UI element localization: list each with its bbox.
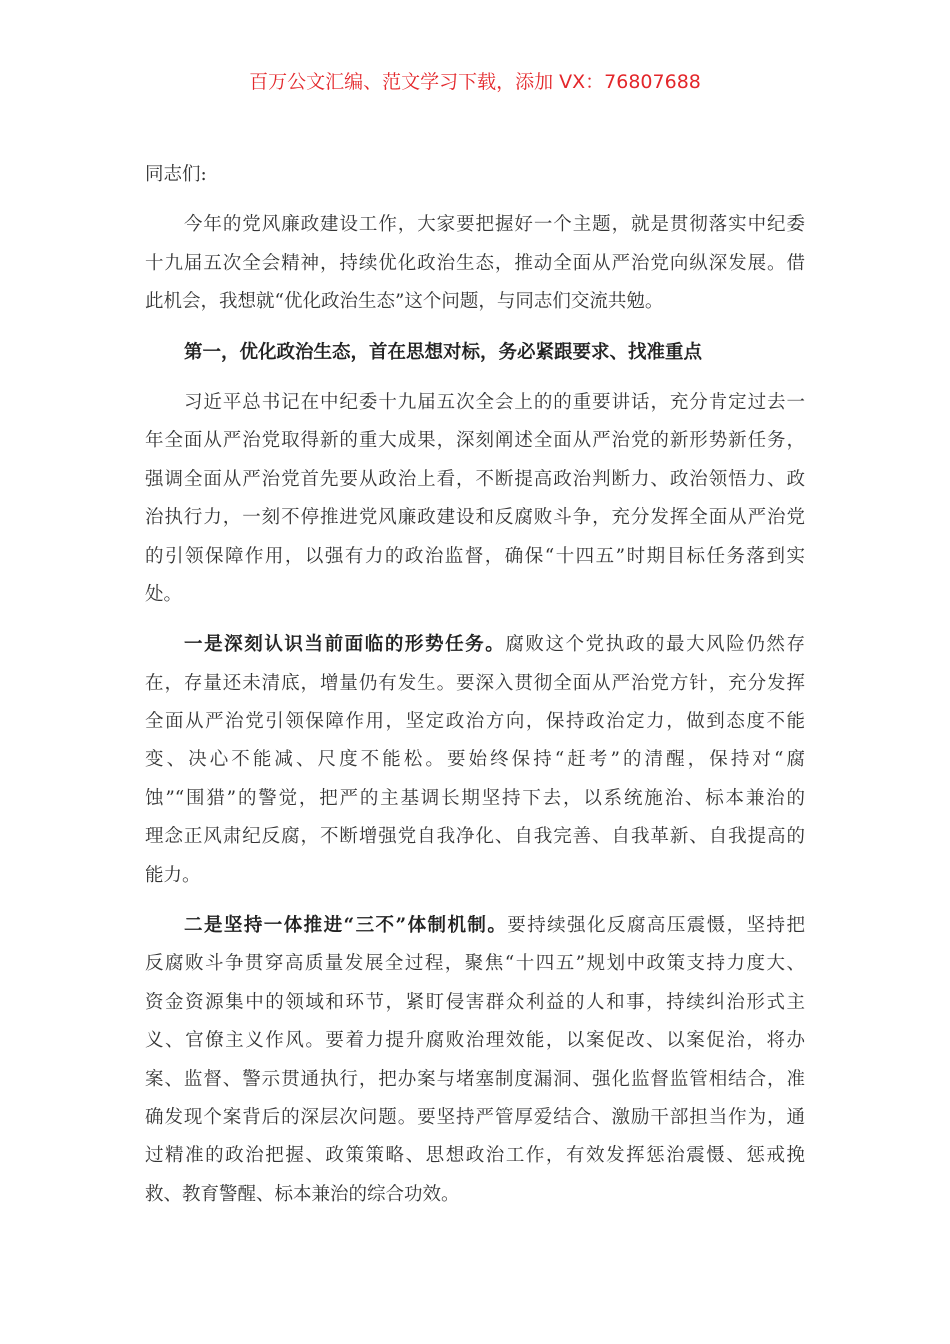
bold-lead: 一是深刻认识当前面临的形势任务。 [184,634,506,656]
document-body [145,156,805,1226]
text-line [145,1099,805,1137]
line-text: 义、官僚主义作风。要着力提升腐败治理效能，以案促改、以案促治，将办 [145,1030,805,1052]
text-line [145,984,805,1022]
line-text: 确发现个案背后的深层次问题。要坚持严管厚爱结合、激励干部担当作为，通 [145,1106,805,1128]
line-text: 蚀”“围猎”的警觉，把严的主基调长期坚持下去，以系统施治、标本兼治的 [145,787,805,809]
text-line [145,538,805,576]
line-text: 能力。 [145,864,201,886]
line-text: 在，存量还未清底，增量仍有发生。要深入贯彻全面从严治党方针，充分发挥 [145,672,805,694]
text-line [145,1176,805,1214]
line-text: 救、教育警醒、标本兼治的综合功效。 [145,1183,460,1205]
text-line [145,384,805,422]
line-text: 同志们: [145,164,207,185]
text-line [145,703,805,741]
text-line [145,1022,805,1060]
line-text: 过精准的政治把握、政策策略、思想政治工作，有效发挥惩治震慑、惩戒挽 [145,1145,805,1167]
line-text: 治执行力，一刻不停推进党风廉政建设和反腐败斗争，充分发挥全面从严治党 [145,507,805,529]
section-heading [145,334,805,372]
line-text: 案、监督、警示贯通执行，把办案与堵塞制度漏洞、强化监督监管相结合，准 [145,1068,805,1090]
bold-lead: 第一，优化政治生态，首在思想对标，务必紧跟要求、找准重点 [184,341,703,363]
text-line [145,334,805,372]
line-text: 习近平总书记在中纪委十九届五次全会上的的重要讲话，充分肯定过去一 [184,391,805,413]
text-line [145,907,805,945]
line-text: 年全面从严治党取得新的重大成果，深刻阐述全面从严治党的新形势新任务， [145,430,805,452]
text-line [145,741,805,779]
text-line [145,245,805,283]
text-line [145,499,805,537]
text-line [145,857,805,895]
text-line [145,422,805,460]
bold-lead: 二是坚持一体推进“三不”体制机制。 [184,915,508,937]
paragraph [145,206,805,321]
text-line [145,283,805,321]
line-text: 要持续强化反腐高压震慑，坚持把 [507,915,805,937]
text-line [145,576,805,614]
line-text: 腐败这个党执政的最大风险仍然存 [505,634,805,656]
watermark-banner: 百万公文汇编、范文学习下载，添加 VX：76807688 [249,71,701,93]
line-text: 理念正风肃纪反腐，不断增强党自我净化、自我完善、自我革新、自我提高的 [145,826,805,848]
text-line [145,206,805,244]
line-text: 反腐败斗争贯穿高质量发展全过程，聚焦“十四五”规划中政策支持力度大、 [145,953,805,975]
text-line [145,626,805,664]
line-text: 强调全面从严治党首先要从政治上看，不断提高政治判断力、政治领悟力、政 [145,468,805,490]
line-text: 变、决心不能减、尺度不能松。要始终保持“赶考”的清醒，保持对“腐 [145,749,805,771]
line-text: 处。 [145,583,183,605]
text-line [145,461,805,499]
text-line [145,665,805,703]
line-text: 今年的党风廉政建设工作，大家要把握好一个主题，就是贯彻落实中纪委 [184,214,805,236]
paragraph [145,626,805,895]
text-line [145,818,805,856]
text-line [145,945,805,983]
paragraph [145,156,805,194]
line-text: 资金资源集中的领域和环节，紧盯侵害群众利益的人和事，持续纠治形式主 [145,991,805,1013]
line-text: 的引领保障作用，以强有力的政治监督，确保“十四五”时期目标任务落到实 [145,545,805,567]
paragraph [145,907,805,1214]
text-line [145,780,805,818]
text-line [145,1061,805,1099]
paragraph [145,384,805,614]
line-text: 此机会，我想就“优化政治生态”这个问题，与同志们交流共勉。 [145,291,664,313]
line-text: 全面从严治党引领保障作用，坚定政治方向，保持政治定力，做到态度不能 [145,711,805,733]
line-text: 十九届五次全会精神，持续优化政治生态，推动全面从严治党向纵深发展。借 [145,252,805,274]
text-line [145,1137,805,1175]
text-line [145,156,805,194]
